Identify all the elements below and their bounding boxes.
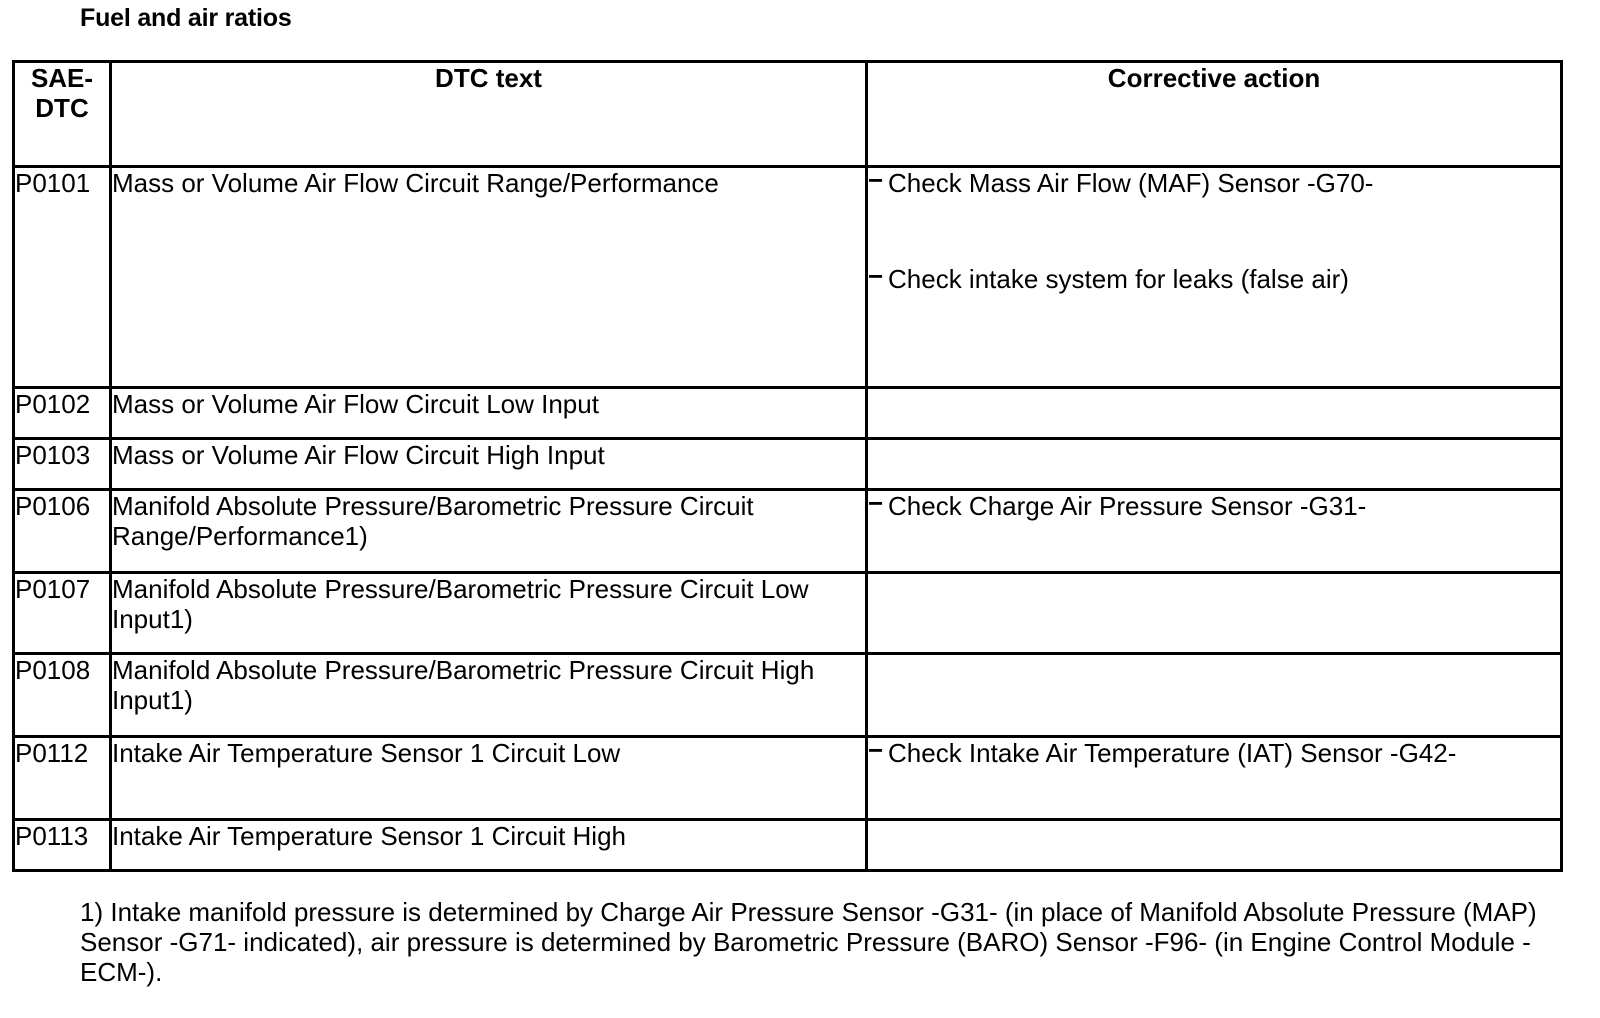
corrective-action-cell bbox=[867, 737, 1562, 820]
action-text: Check Charge Air Pressure Sensor -G31- bbox=[888, 491, 1367, 521]
table-header-row bbox=[14, 62, 1562, 167]
header-sae-label: SAE- bbox=[30, 63, 94, 93]
dash-icon: − bbox=[868, 165, 884, 195]
dtc-code: P0101 bbox=[14, 167, 111, 388]
table-row bbox=[14, 388, 1562, 439]
action-text: Check Mass Air Flow (MAF) Sensor -G70- bbox=[888, 168, 1374, 198]
table-row bbox=[14, 573, 1562, 654]
dtc-code: P0103 bbox=[14, 439, 111, 490]
corrective-action-cell bbox=[867, 573, 1562, 654]
dtc-code: P0113 bbox=[14, 820, 111, 871]
dtc-code: P0108 bbox=[14, 654, 111, 737]
dtc-description: Intake Air Temperature Sensor 1 Circuit High bbox=[111, 820, 867, 871]
dtc-code: P0112 bbox=[14, 737, 111, 820]
action-item bbox=[868, 165, 1560, 198]
dtc-code: P0107 bbox=[14, 573, 111, 654]
dtc-description: Mass or Volume Air Flow Circuit High Input bbox=[111, 439, 867, 490]
table-row bbox=[14, 737, 1562, 820]
dtc-description: Manifold Absolute Pressure/Barometric Pressure Circuit Low Input1) bbox=[111, 573, 867, 654]
dash-icon: − bbox=[868, 735, 884, 765]
table-row bbox=[14, 654, 1562, 737]
header-sae-dtc bbox=[14, 62, 111, 167]
action-text: Check Intake Air Temperature (IAT) Sensor -G42- bbox=[888, 738, 1457, 768]
footnote: 1) Intake manifold pressure is determined by Charge Air Pressure Sensor -G31- (in place of Manifold Absolute Pressure (MAP) Sensor -G71- indicated), air pressure is determined by Barometric Pressure (BARO) Sensor -F96- (in Engine Control Module -ECM-). bbox=[80, 897, 1537, 987]
dtc-code: P0106 bbox=[14, 490, 111, 573]
corrective-action-cell bbox=[867, 490, 1562, 573]
dash-icon: − bbox=[868, 261, 884, 291]
corrective-action-cell bbox=[867, 388, 1562, 439]
action-item bbox=[868, 488, 1560, 521]
corrective-action-cell bbox=[867, 439, 1562, 490]
header-dtc-label: DTC bbox=[35, 93, 89, 123]
corrective-action-cell bbox=[867, 167, 1562, 388]
page-title: Fuel and air ratios bbox=[80, 4, 292, 32]
table-row bbox=[14, 820, 1562, 871]
action-item bbox=[868, 735, 1560, 768]
dtc-description: Manifold Absolute Pressure/Barometric Pressure Circuit Range/Performance1) bbox=[111, 490, 867, 573]
action-item bbox=[868, 261, 1560, 294]
dtc-description: Intake Air Temperature Sensor 1 Circuit Low bbox=[111, 737, 867, 820]
corrective-action-cell bbox=[867, 820, 1562, 871]
corrective-action-cell bbox=[867, 654, 1562, 737]
table-row bbox=[14, 490, 1562, 573]
table-row bbox=[14, 439, 1562, 490]
dtc-description: Mass or Volume Air Flow Circuit Range/Performance bbox=[111, 167, 867, 388]
dtc-code: P0102 bbox=[14, 388, 111, 439]
dash-icon: − bbox=[868, 488, 884, 518]
dtc-description: Manifold Absolute Pressure/Barometric Pressure Circuit High Input1) bbox=[111, 654, 867, 737]
dtc-description: Mass or Volume Air Flow Circuit Low Input bbox=[111, 388, 867, 439]
header-corrective-action: Corrective action bbox=[867, 62, 1562, 167]
table-row bbox=[14, 167, 1562, 388]
action-text: Check intake system for leaks (false air) bbox=[888, 264, 1349, 294]
dtc-table bbox=[12, 60, 1563, 872]
header-dtc-text: DTC text bbox=[111, 62, 867, 167]
